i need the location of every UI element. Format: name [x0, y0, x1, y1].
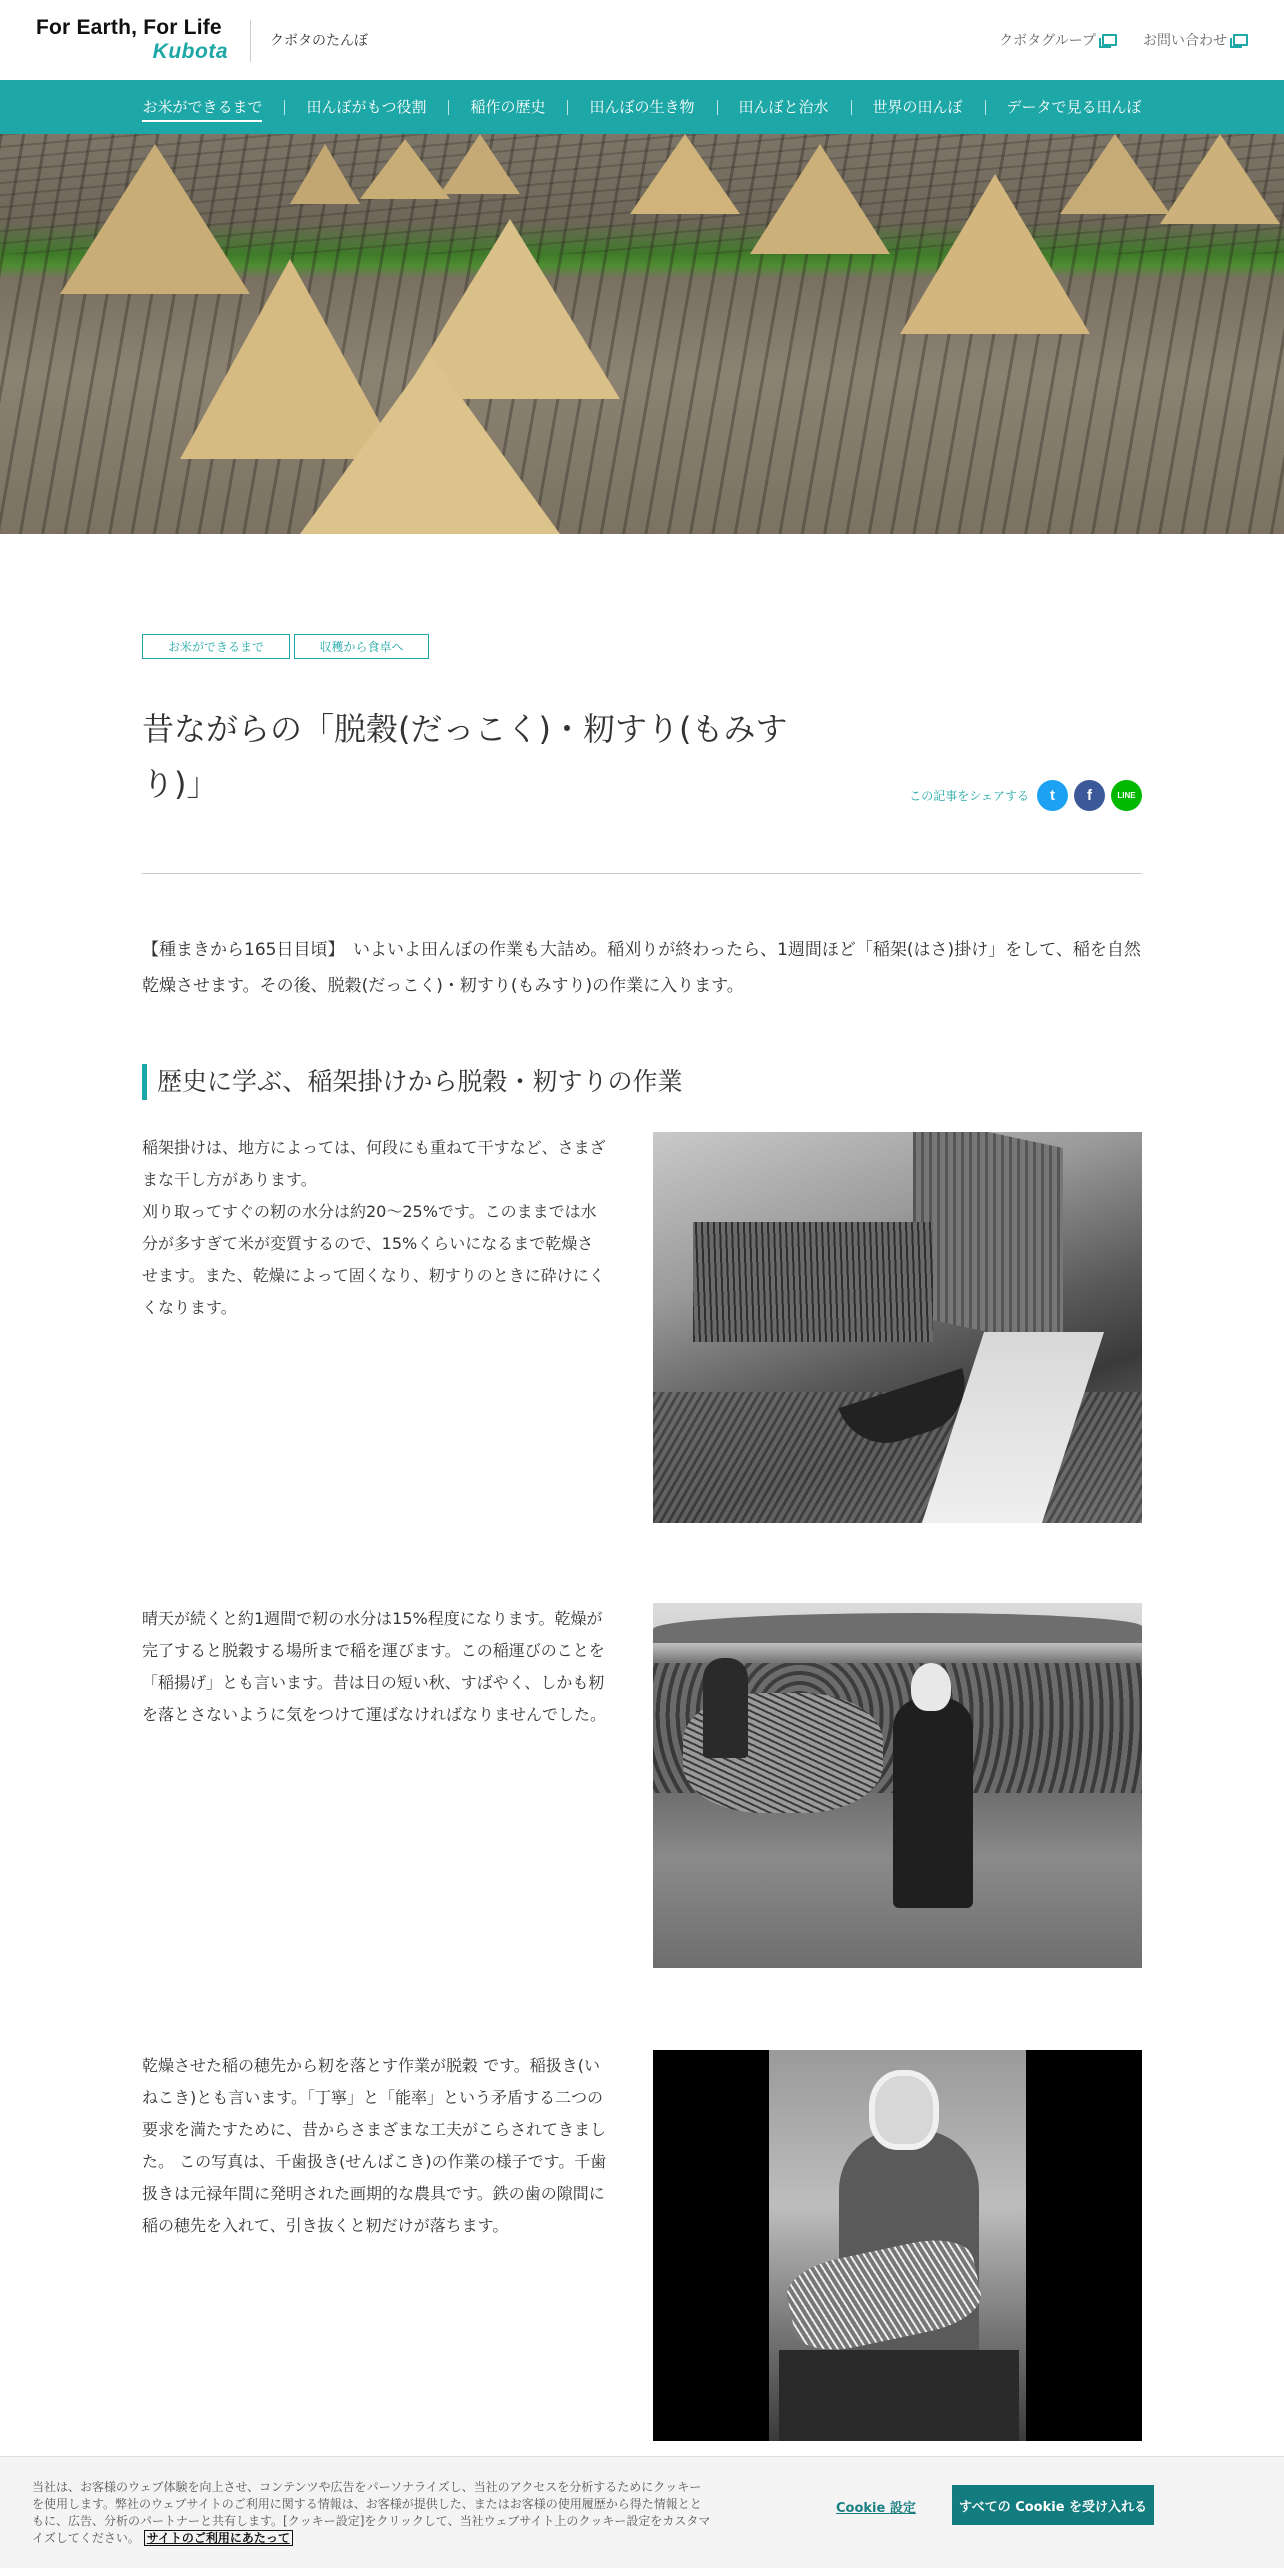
site-header — [0, 0, 1284, 80]
site-name[interactable]: クボタのたんぼ — [270, 33, 368, 49]
photo-wall — [913, 1132, 1063, 1348]
cookie-settings-button[interactable]: Cookie 設定 — [836, 2501, 916, 2516]
nav-item-label: 稲作の歴史 — [470, 98, 546, 116]
logo-tagline: For Earth, For Life — [36, 16, 222, 39]
share-bar — [909, 780, 1142, 811]
hay-stack — [440, 134, 520, 194]
nav-item-paddy-role[interactable] — [284, 95, 448, 119]
hay-stack — [300, 354, 560, 534]
kubota-logo[interactable] — [36, 16, 236, 66]
section-heading: 歴史に学ぶ、稲架掛けから脱穀・籾すりの作業 — [142, 1064, 683, 1100]
kubota-group-link[interactable] — [999, 30, 1117, 50]
nav-item-label: 田んぼと治水 — [738, 98, 829, 116]
kubota-group-link-label: クボタグループ — [999, 33, 1096, 49]
block-text: 晴天が続くと約1週間で籾の水分は15%程度になります。乾燥が完了すると脱穀する場所まで稲を運びます。この稲運びのことを「稲揚げ」とも言います。昔は日の短い秋、すばやく、しかも籾を落とさないように気をつけて運ばなければなりませんでした。 — [142, 1609, 607, 1724]
contact-link[interactable] — [1143, 30, 1248, 50]
twitter-icon[interactable]: t — [1037, 780, 1068, 811]
photo-hay — [693, 1222, 933, 1342]
hay-stack — [290, 144, 360, 204]
photo-face — [869, 2070, 939, 2150]
photo-hills — [653, 1613, 1142, 1643]
global-nav — [0, 80, 1284, 134]
tag-harvest-to-table[interactable]: 収穫から食卓へ — [294, 634, 429, 659]
block-text: 乾燥させた稲の穂先から籾を落とす作業が脱穀 です。稲扱き(いねこき)とも言います。「丁寧」と「能率」という矛盾する二つの要求を満たすために、昔からさまざまな工夫がこらされてきました。 この写真は、千歯扱き(せんばこき)の作業の様子です。千歯扱きは元禄年間に発明された画期的な農具です。鉄の歯の隙間に稲の穂先を入れて、引き抜くと籾だけが落ちます。 — [142, 2056, 607, 2235]
block-text: 稲架掛けは、地方によっては、何段にも重ねて干すなど、さまざまな干し方があります。 刈り取ってすぐの籾の水分は約20〜25%です。このままでは水分が多すぎて米が変質するので、15%くらいになるまで乾燥させます。また、乾燥によって固くなり、籾すりのときに砕けにくくなります。 — [142, 1138, 606, 1317]
title-divider — [142, 873, 1142, 874]
hay-stack — [750, 144, 890, 254]
hay-stack — [360, 139, 450, 199]
nav-item-label: お米ができるまで — [142, 98, 262, 122]
photo-machine — [779, 2350, 1019, 2441]
nav-item-label: データで見る田んぼ — [1006, 98, 1142, 116]
rice-carrying-photo — [653, 1603, 1142, 1968]
hero-image — [0, 134, 1284, 534]
nav-item-history[interactable] — [448, 95, 567, 119]
nav-item-flood-control[interactable] — [717, 95, 851, 119]
facebook-icon[interactable]: f — [1074, 780, 1105, 811]
photo-head — [911, 1663, 951, 1711]
contact-link-label: お問い合わせ — [1143, 33, 1227, 49]
nav-item-label: 田んぼの生き物 — [589, 98, 695, 116]
header-links — [999, 30, 1248, 50]
logo-divider — [250, 20, 251, 62]
photo-person — [893, 1698, 973, 1908]
article-tags — [142, 634, 429, 659]
tag-rice-process[interactable]: お米ができるまで — [142, 634, 290, 659]
hasa-drying-photo — [653, 1132, 1142, 1523]
accept-all-cookies-button[interactable]: すべての Cookie を受け入れる — [952, 2485, 1154, 2525]
logo-brand: Kubota — [152, 40, 228, 63]
nav-item-world[interactable] — [851, 95, 985, 119]
nav-item-label: 田んぼがもつ役割 — [306, 98, 427, 116]
cookie-banner — [0, 2456, 1284, 2568]
hay-stack — [1160, 134, 1280, 224]
nav-item-rice-process[interactable] — [120, 95, 284, 119]
senbakoki-photo — [653, 2050, 1142, 2441]
hay-stack — [630, 134, 740, 214]
hay-stack — [1060, 134, 1170, 214]
external-window-icon — [1233, 34, 1248, 46]
nav-item-label: 世界の田んぼ — [872, 98, 963, 116]
article-intro: 【種まきから165日目頃】 いよいよ田んぼの作業も大詰め。稲刈りが終わったら、1週間ほど「稲架(はさ)掛け」をして、稲を自然乾燥させます。その後、脱穀(だっこく)・籾すり(もみすり)の作業に入ります。 — [142, 940, 1141, 996]
article-title: 昔ながらの「脱穀(だっこく)・籾すり(もみすり)」 — [142, 710, 788, 803]
photo-person — [703, 1658, 748, 1758]
cookie-text — [32, 2479, 712, 2547]
line-icon[interactable]: LINE — [1111, 780, 1142, 811]
cookie-message: 当社は、お客様のウェブ体験を向上させ、コンテンツや広告をパーソナライズし、当社のアクセスを分析するためにクッキーを使用します。弊社のウェブサイトのご利用に関する情報は、お客様が提供した、またはお客様の使用履歴から得た情報とともに、広告、分析のパートナーと共有します。[クッキー設定]をクリックして、当社ウェブサイト上のクッキー設定をカスタマイズしてください。 — [32, 2480, 711, 2545]
photo-frame — [769, 2050, 1026, 2441]
nav-item-creatures[interactable] — [567, 95, 716, 119]
nav-item-data[interactable] — [985, 95, 1164, 119]
external-window-icon — [1102, 34, 1117, 46]
site-terms-link[interactable]: サイトのご利用にあたって — [144, 2530, 293, 2546]
share-label: この記事をシェアする — [909, 789, 1029, 803]
